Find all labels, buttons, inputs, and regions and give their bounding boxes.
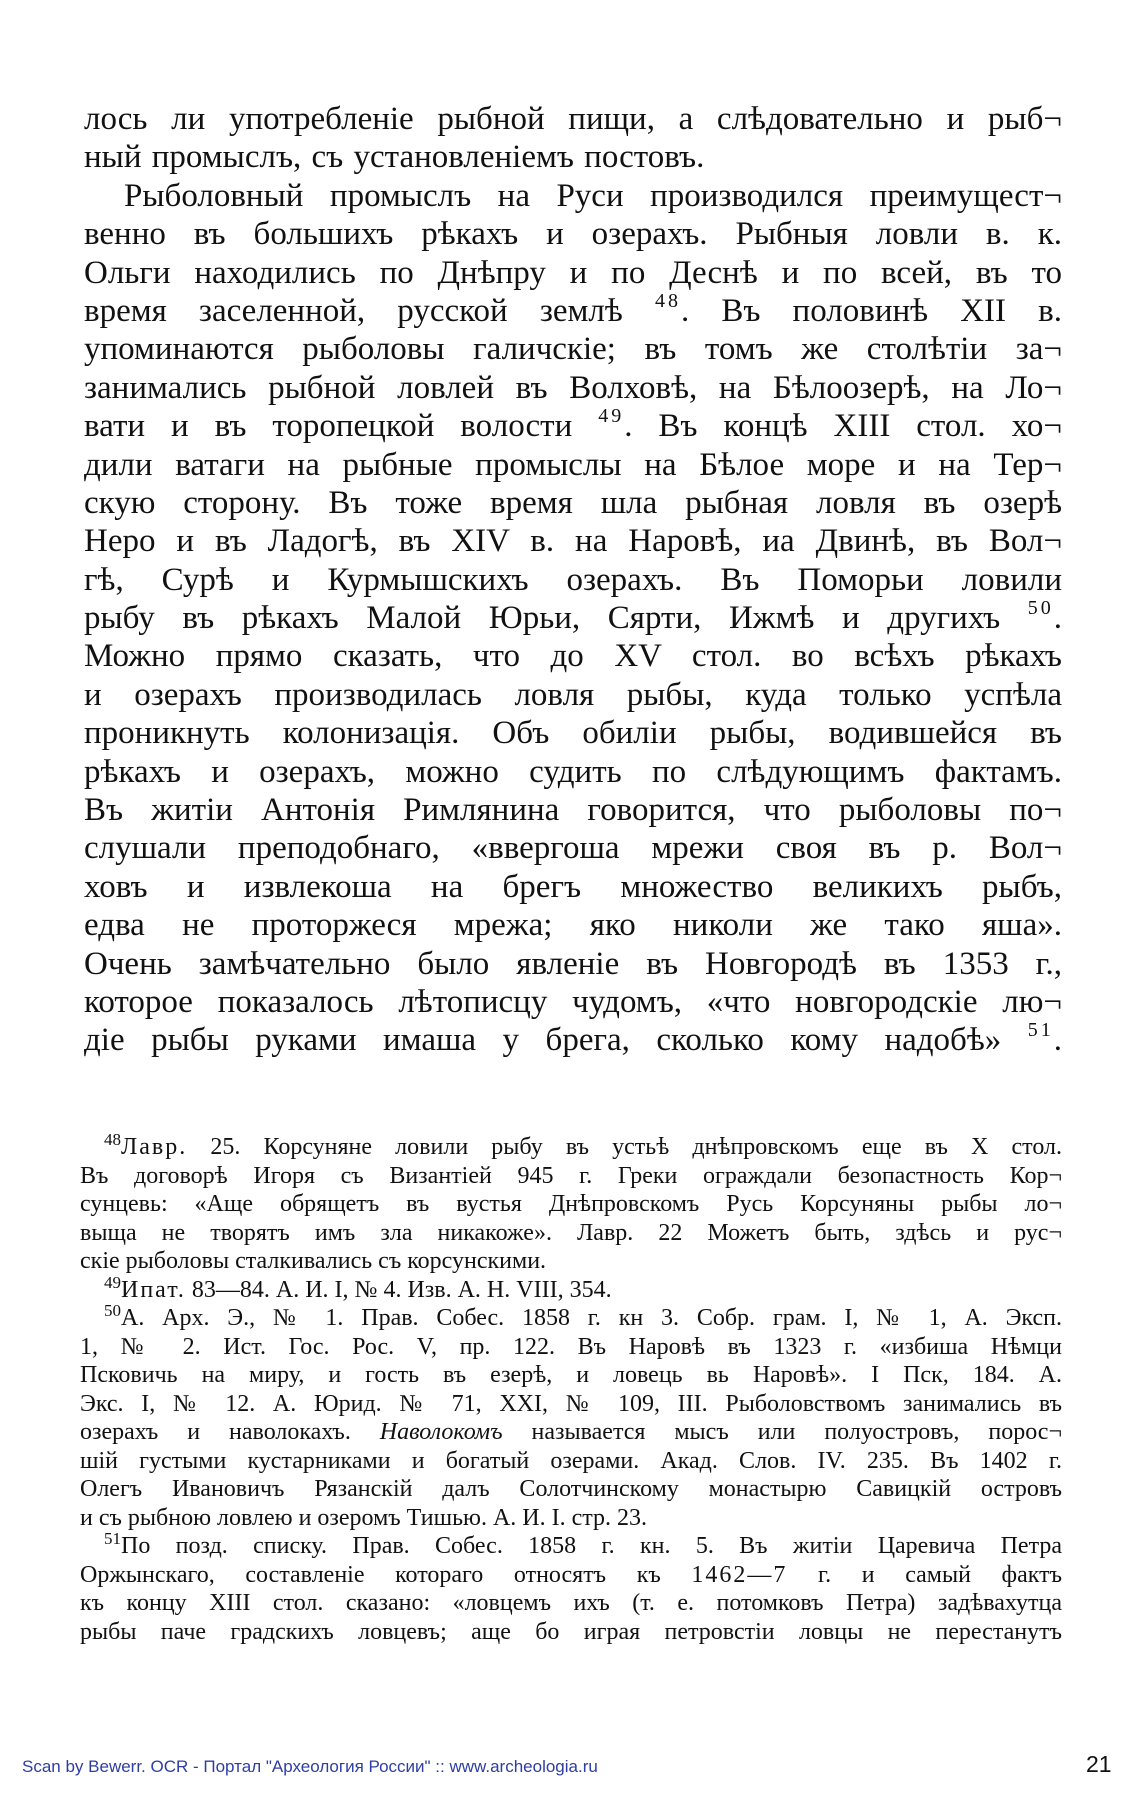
- body-line: [84, 289, 1063, 330]
- footnote-reference-51[interactable]: 51: [1027, 1019, 1054, 1042]
- body-line: слушали преподобнаго, «ввергоша мрежи своя въ р. Вол¬: [84, 830, 1062, 867]
- footnote-number-50: 50: [104, 1301, 121, 1320]
- footnote-reference-48[interactable]: 48: [654, 289, 681, 312]
- footnote-48-line: Въ договорѣ Игоря съ Византіей 945 г. Греки ограждали безопастность Кор¬: [80, 1162, 1062, 1189]
- footnote-text-segment: называется мысъ или полуостровъ, порос¬: [531, 1419, 1062, 1445]
- page-number: 21: [1086, 1751, 1112, 1777]
- footnote-50-line: Экс. I, № 12. А. Юрид. № 71, XXI, № 109, III. Рыболовствомъ занимались въ: [80, 1390, 1062, 1417]
- footnote-49-line: [80, 1272, 1062, 1305]
- footnote-50-line: 1, № 2. Ист. Гос. Рос. V, пр. 122. Въ Наровѣ въ 1323 г. «избиша Нѣмци: [80, 1333, 1062, 1360]
- footnote-text-segment: Ипат.: [121, 1276, 186, 1303]
- body-line: ховъ и извлекоша на брегъ множество великихъ рыбъ,: [84, 868, 1062, 905]
- footnote-50-line: Псковичь на миру, и гость въ езерѣ, и ловець вь Наровѣ». I Пск, 184. А.: [80, 1362, 1062, 1388]
- body-text-segment: . Въ половинѣ XII в.: [680, 292, 1063, 329]
- body-line: Очень замѣчательно было явленіе въ Новгородѣ въ 1353 г.,: [84, 945, 1062, 982]
- body-text-segment: .: [1053, 600, 1062, 637]
- footnote-text-segment: По позд. списку. Прав. Собес. 1858 г. кн. 5. Въ житіи Царевича Петра: [121, 1533, 1062, 1559]
- footnote-51-line: къ концу XIII стол. сказано: «ловцемъ ихъ (т. е. потомковъ Петра) задѣвахутца: [80, 1590, 1062, 1616]
- footnote-text-segment: Лавр.: [121, 1134, 188, 1160]
- footnote-number-48: 48: [104, 1130, 121, 1149]
- footnote-text-segment: 25. Корсуняне ловили рыбу въ устьѣ днѣпровскомъ еще въ X стол.: [187, 1134, 1062, 1160]
- footnote-48-line: выща не творятъ имъ зла никакоже». Лавр. 22 Можетъ быть, здѣсь и рус¬: [80, 1219, 1062, 1246]
- main-body-text: [84, 100, 1062, 1060]
- footnote-reference-50[interactable]: 50: [1027, 597, 1054, 620]
- body-line: занимались рыбной ловлей въ Волховѣ, на Бѣлоозерѣ, на Ло¬: [84, 369, 1062, 406]
- body-line: [84, 599, 1062, 637]
- footnote-48-line: сунцевь: «Аще обрящетъ въ вустья Днѣпровскомъ Русь Корсуняны рыбы ло¬: [80, 1191, 1062, 1217]
- body-text-segment: .: [1053, 1022, 1063, 1059]
- body-text-segment: время заселенной, русской землѣ: [84, 292, 623, 329]
- body-line: рѣкахъ и озерахъ, можно судить по слѣдующимъ фактамъ.: [84, 753, 1062, 790]
- body-line: Въ житіи Антонія Римлянина говорится, что рыболовы по¬: [84, 792, 1062, 829]
- footnote-number-49: 49: [104, 1272, 121, 1292]
- body-line: гѣ, Сурѣ и Курмышскихъ озерахъ. Въ Поморьи ловили: [84, 561, 1062, 598]
- body-line: ный промыслъ, съ установленіемъ постовъ.: [84, 139, 705, 176]
- footnote-50-line: шій густыми кустарниками и богатый озерами. Акад. Слов. IV. 235. Въ 1402 г.: [80, 1447, 1062, 1474]
- body-line: которое показалось лѣтописцу чудомъ, «что новгородскіе лю¬: [84, 983, 1062, 1020]
- body-line: и озерахъ производилась ловля рыбы, куда только успѣла: [84, 676, 1062, 713]
- body-line: [84, 1021, 1062, 1059]
- body-line: проникнуть колонизація. Объ обиліи рыбы, водившейся въ: [84, 715, 1062, 752]
- footnote-50-line: Олегъ Ивановичъ Рязанскій далъ Солотчинскому монастырю Савицкій островъ: [80, 1476, 1062, 1502]
- body-text-segment: рыбу въ рѣкахъ Малой Юрьи, Сярти, Ижмѣ и другихъ: [84, 600, 1001, 637]
- body-line: лось ли употребленіе рыбной пищи, а слѣдовательно и рыб¬: [84, 101, 1062, 137]
- body-line: упоминаются рыболовы галичскіе; въ томъ же столѣтіи за¬: [84, 331, 1062, 368]
- footnote-51-line: [80, 1561, 1062, 1590]
- footnote-reference-49[interactable]: 49: [598, 405, 625, 428]
- body-line: Рыболовный промыслъ на Руси производился преимущест¬: [124, 177, 1062, 214]
- footnote-51-line: рыбы паче градскихъ ловцевъ; аще бо играя петровстіи ловцы не перестанутъ: [80, 1618, 1062, 1645]
- footnote-50-line: [80, 1301, 1062, 1333]
- scan-credit-link[interactable]: Scan by Bewerr. OCR - Портал "Археология России" :: www.archeologia.ru: [22, 1757, 598, 1776]
- footnote-number-51: 51: [104, 1529, 121, 1548]
- footnote-text-segment: озерахъ и наволокахъ.: [80, 1419, 351, 1445]
- footnote-italic-term: Наволокомъ: [379, 1419, 503, 1445]
- body-line: Ольги находились по Днѣпру и по Деснѣ и по всей, въ то: [84, 254, 1062, 291]
- footnote-48-line: [80, 1130, 1062, 1162]
- body-text-segment: діе рыбы руками имаша у брега, сколько кому надобѣ»: [84, 1022, 1002, 1059]
- footnote-text-segment: 83—84. А. И. I, № 4. Изв. А. Н. VIII, 354.: [185, 1276, 612, 1303]
- body-line: венно въ большихъ рѣкахъ и озерахъ. Рыбныя ловли в. к.: [84, 216, 1062, 253]
- body-line: [84, 407, 1062, 445]
- body-text-segment: . Въ концѣ XIII стол. хо¬: [624, 408, 1062, 445]
- footnote-50-line: и съ рыбною ловлею и озеромъ Тишью. А. И. I. стр. 23.: [80, 1504, 648, 1531]
- body-line: Можно прямо сказать, что до XV стол. во всѣхъ рѣкахъ: [84, 638, 1062, 675]
- footnote-text-segment: г. и самый фактъ: [818, 1561, 1063, 1588]
- body-line: едва не проторжеся мрежа; яко николи же тако яша».: [84, 907, 1062, 944]
- footnote-text-segment: Оржынскаго, составленіе котораго относятъ къ: [80, 1561, 661, 1588]
- body-text-segment: вати и въ торопецкой волости: [84, 408, 573, 445]
- footnote-text-segment: А. Арх. Э., № 1. Прав. Собес. 1858 г. кн 3. Собр. грам. I, № 1, А. Эксп.: [121, 1305, 1062, 1331]
- footnote-48-line: скіе рыболовы сталкивались съ корсунскими.: [80, 1248, 547, 1274]
- body-line: скую сторону. Въ тоже время шла рыбная ловля въ озерѣ: [84, 484, 1062, 521]
- footnotes-section: [80, 1130, 1063, 1646]
- footnote-50-line: [80, 1418, 1062, 1447]
- footnote-51-line: [80, 1529, 1062, 1561]
- footnote-text-segment: 1462—7: [691, 1561, 788, 1588]
- body-line: Неро и въ Ладогѣ, въ XIV в. на Наровѣ, иа Двинѣ, въ Вол¬: [84, 523, 1062, 560]
- body-line: дили ватаги на рыбные промыслы на Бѣлое море и на Тер¬: [84, 446, 1062, 483]
